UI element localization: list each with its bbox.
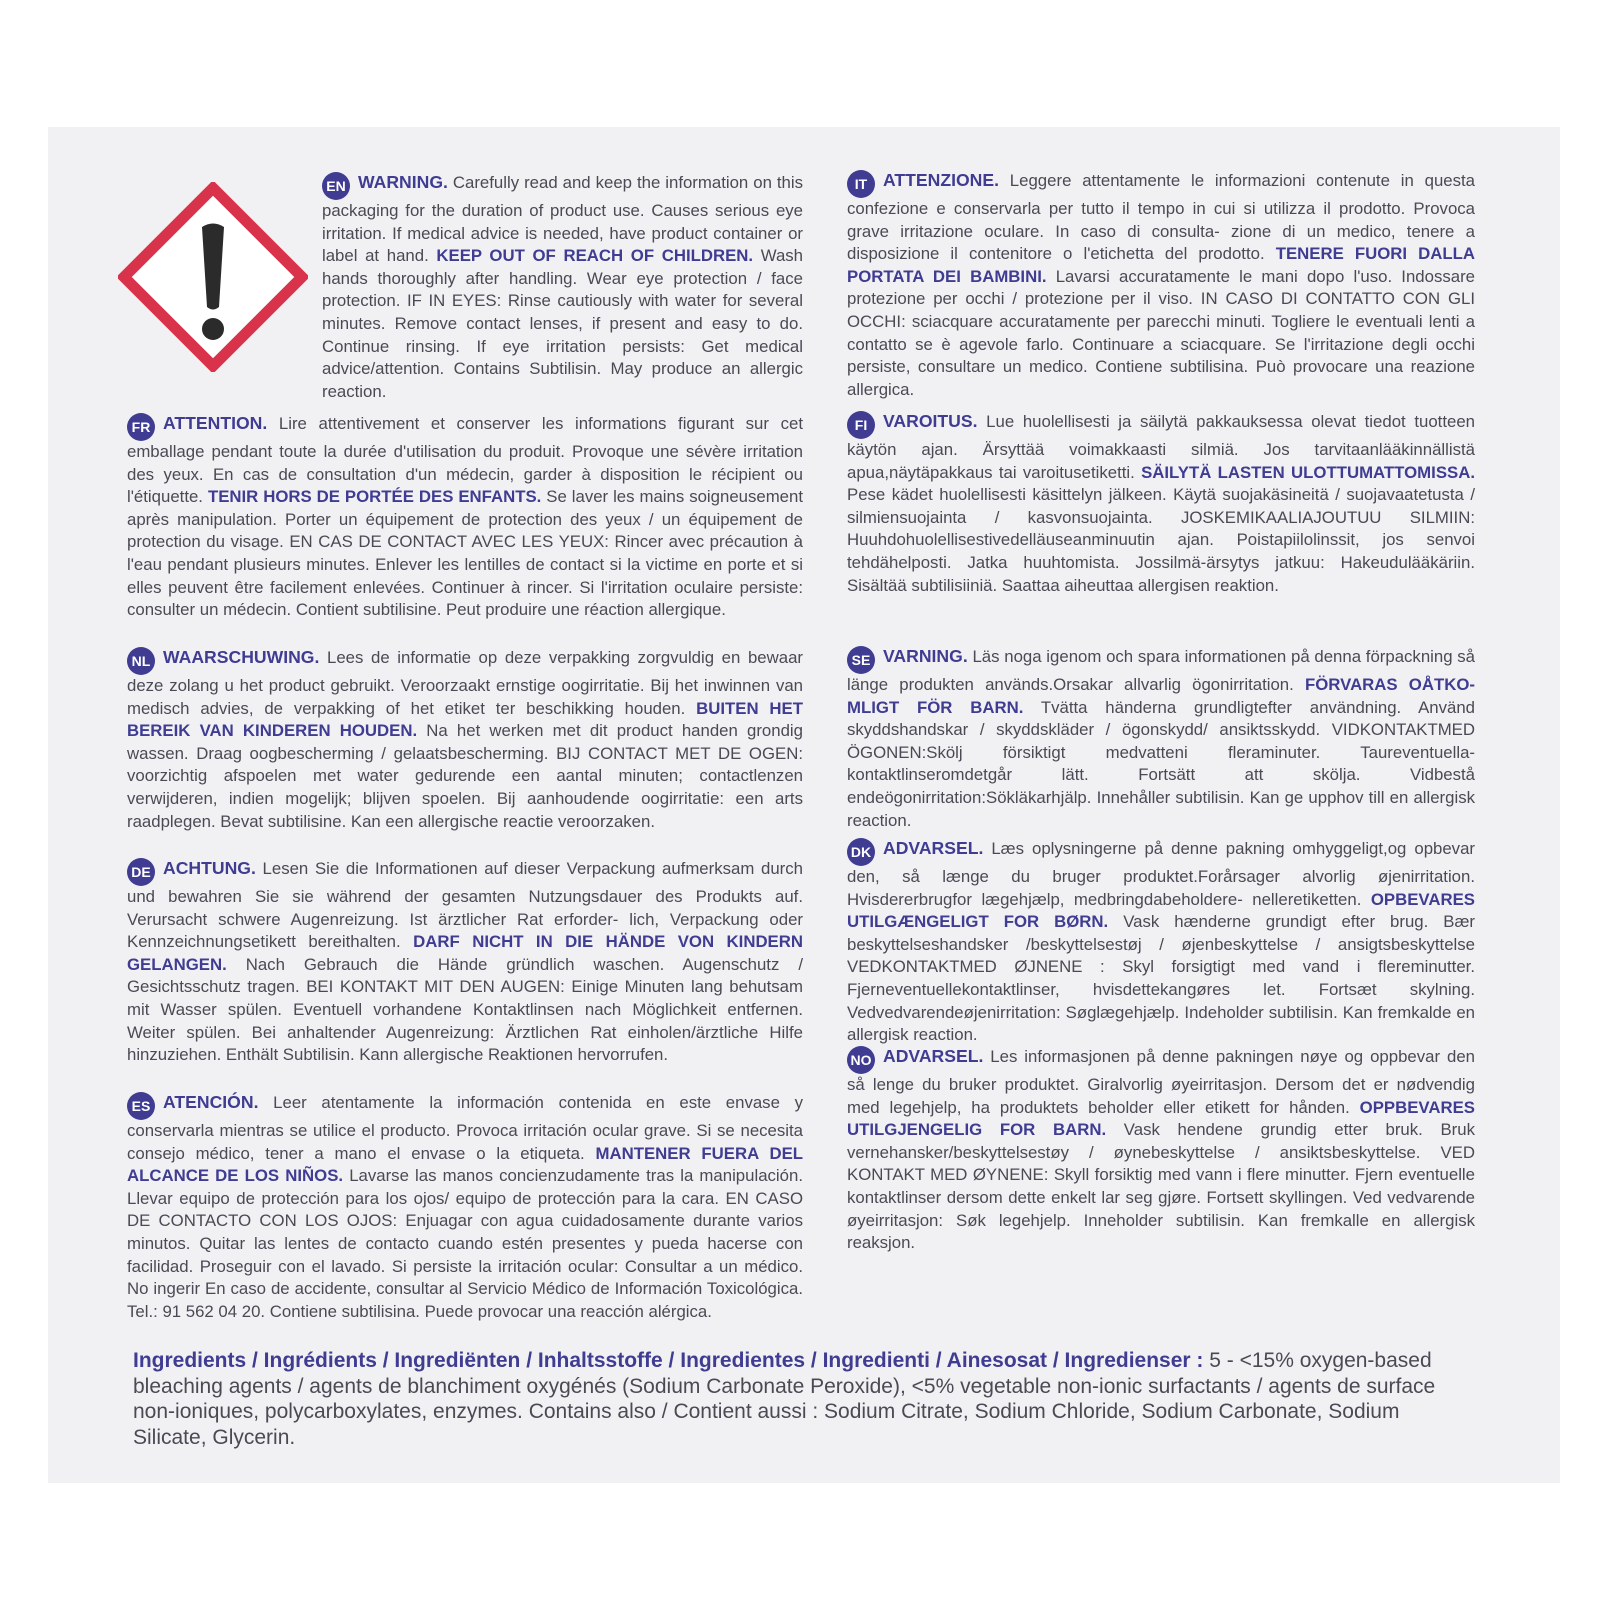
section-fr (127, 412, 803, 622)
section-heading: VARNING. (883, 646, 968, 666)
section-nl (127, 646, 803, 833)
section-dk (847, 837, 1475, 1047)
section-text: Lire attentivement et conserver les informations figurant sur cet emballage pendant toute la durée d'utilisation du produit. Provoque une sévère irritation des yeux. En cas de consultation d'un médecin, garder à disposition le récipient ou l'étiquette. (127, 414, 803, 507)
section-text: Lees de informatie op deze verpakking zorgvuldig en bewaar deze zolang u het product gebruikt. Veroorzaakt ernstige oogirritatie. Bij het inwinnen van medisch advies, de verpakking of het etiket ter beschikking houden. (127, 648, 803, 718)
language-badge-it: IT (847, 170, 875, 198)
section-de (127, 857, 803, 1067)
language-badge-de: DE (127, 858, 155, 886)
section-emphasis: OPBEVARES UTILGÆNGELIGT FOR BØRN. (847, 889, 1475, 932)
section-heading: VAROITUS. (883, 411, 978, 431)
ingredients-heading: Ingredients / Ingrédients / Ingrediënten / Inhaltsstoffe / Ingredientes / Ingredienti / Ainesosat / Ingredienser : (133, 1349, 1204, 1372)
section-emphasis: TENERE FUORI DALLA PORTATA DEI BAMBINI. (847, 244, 1475, 286)
exclamation-diamond-icon (118, 182, 308, 372)
section-text: Wash hands thoroughly after handling. Wear eye protection / face protection. IF IN EYES: Rinse cautiously with water for several minutes. Remove contact lenses, if present and easy to do. Continue rinsing. If eye irritation persists: Get medical advice/attention. Contains Subtilisin. May produce an allergic reaction. (322, 246, 803, 401)
section-text: Na het werken met dit product handen grondig wassen. Draag oogbescherming / gelaatsbescherming. BIJ CONTACT MET DE OGEN: voorzichtig afspoelen met water gedurende een aantal minuten; contactlenzen verwijderen, indien mogelijk; blijven spoelen. Bij aanhoudende oogirritatie: een arts raadplegen. Bevat subtilisine. Kan een allergische reactie veroorzaken. (127, 721, 803, 831)
section-text: Nach Gebrauch die Hände gründlich waschen. Augenschutz / Gesichtsschutz tragen. BEI KONTAKT MIT DEN AUGEN: Einige Minuten lang behutsam mit Wasser spülen. Eventuell vorhandene Kontaktlinsen nach Möglichkeit entfernen. Weiter spülen. Bei anhaltender Augenreizung: Ärztlichen Rat einholen/ärztliche Hilfe hinzuziehen. Enthält Subtilisin. Kann allergische Reaktionen hervorrufen. (127, 954, 803, 1065)
language-badge-es: ES (127, 1092, 155, 1120)
section-emphasis: OPPBEVARES UTILGJENGELIG FOR BARN. (847, 1097, 1475, 1140)
section-heading: ATTENZIONE. (883, 170, 999, 190)
language-badge-no: NO (847, 1046, 875, 1074)
section-heading: WARNING. (358, 172, 448, 192)
ingredients-block (133, 1348, 1463, 1450)
section-es (127, 1091, 803, 1323)
language-badge-se: SE (847, 646, 875, 674)
language-badge-fr: FR (127, 413, 155, 441)
section-emphasis: BUITEN HET BEREIK VAN KINDEREN HOUDEN. (127, 698, 803, 741)
section-en (322, 171, 803, 403)
language-badge-fi: FI (847, 411, 875, 439)
section-text: Leggere attentamente le informazioni contenute in questa confezione e conservarla per tutto il tempo in cui si utilizza il prodotto. Provoca grave irritazione oculare. In caso di consulta- zione di un medico, tenere a disposizione il contenitore o l'etichetta del prodotto. (847, 171, 1475, 264)
section-heading: ADVARSEL. (883, 838, 984, 858)
section-text: Vask hendene grundig etter bruk. Bruk vernehansker/beskyttelsestøy / øynebeskyttelse / ansiktsbeskyttelse. VED KONTAKT MED ØYNENE: Skyll forsiktig med vann i flere minutter. Fjern eventuelle kontaktlinser dersom dette enkelt lar seg gjøre. Fortsett skyllingen. Ved vedvarende øyeirritasjon: Søk legehjelp. Inneholder subtilisin. Kan fremkalle en allergisk reaksjon. (847, 1120, 1475, 1253)
section-emphasis: MANTENER FUERA DEL ALCANCE DE LOS NIÑOS. (127, 1143, 804, 1186)
section-text: Lavarse las manos concienzudamente tras la manipulación. Llevar equipo de protección para los ojos/ equipo de protección para la cara. EN CASO DE CONTACTO CON LOS OJOS: Enjuagar con agua cuidadosamente durante varios minutos. Quitar las lentes de contacto cuando estén presentes y pueda hacerse con facilidad. Proseguir con el lavado. Si persiste la irritación ocular: Consultar a un médico. No ingerir En caso de accidente, consultar al Servicio Médico de Información Toxicológica. Tel.: 91 562 04 20. Contiene subtilisina. Puede provocar una reacción alérgica. (127, 1166, 803, 1321)
section-text: Lue huolellisesti ja säilytä pakkauksessa olevat tiedot tuotteen käytön ajan. Ärsyttää voimakkaasti silmiä. Jos tarvitaanlääkinnällistä apua,näytäpakkaus tai varoitusetiketti. (847, 412, 1475, 482)
section-text: Lavarsi accuratamente le mani dopo l'uso. Indossare protezione per occhi / protezione per il viso. IN CASO DI CONTATTO CON GLI OCCHI: sciacquare accuratamente per parecchi minuti. Togliere le eventuali lenti a contatto se è agevole farlo. Continuare a sciacquare. Se l'irritazione degli occhi persiste, consultare un medico. Contiene subtilisina. Può provocare una reazione allergica. (847, 266, 1476, 399)
section-heading: ADVARSEL. (883, 1046, 984, 1066)
section-fi (847, 410, 1475, 597)
section-heading: ACHTUNG. (163, 858, 256, 878)
section-heading: ATENCIÓN. (163, 1092, 259, 1112)
section-text: Les informasjonen på denne pakningen nøye og oppbevar den så lenge du bruker produktet. Giralvorlig øyeirritasjon. Dersom det er nødvendig med legehjelp, ha produktets beholder eller etikett for hånden. (847, 1047, 1475, 1117)
ingredients-text: 5 - <15% oxygen-based bleaching agents / agents de blanchiment oxygénés (Sodium Carbonate Peroxide), <5% vegetable non-ionic surfactants / agents de surface non-ioniques, polycarboxylates, enzymes. Contains also / Contient aussi : Sodium Citrate, Sodium Chloride, Sodium Carbonate, Sodium Silicate, Glycerin. (133, 1349, 1436, 1449)
language-badge-nl: NL (127, 647, 155, 675)
language-badge-en: EN (322, 172, 350, 200)
section-text: Lesen Sie die Informationen auf dieser Verpackung aufmerksam durch und bewahren Sie sie während der gesamten Nutzungsdauer des Produkts auf. Verursacht schwere Augenreizung. Ist ärztlicher Rat erforder- lich, Verpackung oder Kennzeichnungsetikett bereithalten. (127, 859, 803, 952)
section-heading: WAARSCHUWING. (163, 647, 320, 667)
section-text: Tvätta händerna grundligtefter användning. Använd skyddshandskar / skyddskläder / ögonskydd/ ansiktsskydd. VIDKONTAKTMED ÖGONEN:Skölj försiktigt medvatteni fleraminuter. Taureventuella- kontaktlinseromdetgår lätt. Fortsätt att skölja. Vidbestå endeögonirritation:Sökläkarhjälp. Innehåller subtilisin. Kan ge upphov till en allergisk reaction. (847, 697, 1475, 830)
section-text: Se laver les mains soigneusement après manipulation. Porter un équipement de protection des yeux / un équipement de protection du visage. EN CAS DE CONTACT AVEC LES YEUX: Rincer avec précaution à l'eau pendant plusieurs minutes. Enlever les lentilles de contact si la victime en porte et si elles peuvent être facilement enlevées. Continuer à rincer. Si l'irritation oculaire persiste: consulter un médecin. Contient subtilisine. Peut produire une réaction allergique. (127, 487, 804, 620)
section-heading: ATTENTION. (163, 413, 268, 433)
section-emphasis: KEEP OUT OF REACH OF CHILDREN. (436, 246, 754, 266)
section-emphasis: DARF NICHT IN DIE HÄNDE VON KINDERN GELANGEN. (127, 932, 803, 974)
section-text: Læs oplysningerne på denne pakning omhyggeligt,og opbevar den, så længe du bruger produktet.Forårsager alvorlig øjenirritation. Hvisdererbrugfor lægehjælp, medbringdabeholdere- nelleretiketten. (847, 839, 1475, 909)
section-emphasis: TENIR HORS DE PORTÉE DES ENFANTS. (207, 487, 542, 507)
section-it (847, 169, 1475, 401)
section-text: Läs noga igenom och spara informationen på denna förpackning så länge produkten används.Orsakar allvarlig ögonirritation. (847, 647, 1475, 694)
section-text: Vask hænderne grundigt efter brug. Bær beskyttelseshandsker /beskyttelsestøj / øjenbeskyttelse / ansigtsbeskyttelse VEDKONTAKTMED ØJNENE : Skyl forsigtigt med vand i flereminutter. Fjerneventuellekontaktlinser, hvisdettekangøres let. Fortsæt skylning. Vedvedvarendeøjenirritation: Søglægehjælp. Indeholder subtilisin. Kan fremkalde en allergisk reaction. (847, 912, 1475, 1045)
section-emphasis: FÖRVARAS OÅTKO- MLIGT FÖR BARN. (847, 675, 1475, 717)
section-no (847, 1045, 1475, 1255)
section-emphasis: SÄILYTÄ LASTEN ULOTTUMATTOMISSA. (1141, 462, 1475, 482)
language-badge-dk: DK (847, 838, 875, 866)
section-text: Leer atentamente la información contenida en este envase y conservarla mientras se utilice el producto. Provoca irritación ocular grave. Si se necesita consejo médico, tener a mano el envase o la etiqueta. (127, 1093, 803, 1163)
section-text: Pese kädet huolellisesti käsittelyn jälkeen. Käytä suojakäsineitä / suojavaatetusta / silmiensuojainta / kasvonsuojainta. JOSKEMIKAALIAJOUTUU SILMIIN: Huuhdohuolellisestivedelläuseanminuutin ajan. Poistapiilolinssit, jos senvoi tehdähelposti. Jatka huuhtomista. Jossilmä-ärsytys jatkuu: Hakeudulääkäriin. Sisältää subtilisiiniä. Saattaa aiheuttaa allergisen reaktion. (847, 485, 1475, 595)
section-se (847, 645, 1475, 832)
section-text: Carefully read and keep the information on this packaging for the duration of product use. Causes serious eye irritation. If medical advice is needed, have product container or label at hand. (322, 173, 803, 266)
